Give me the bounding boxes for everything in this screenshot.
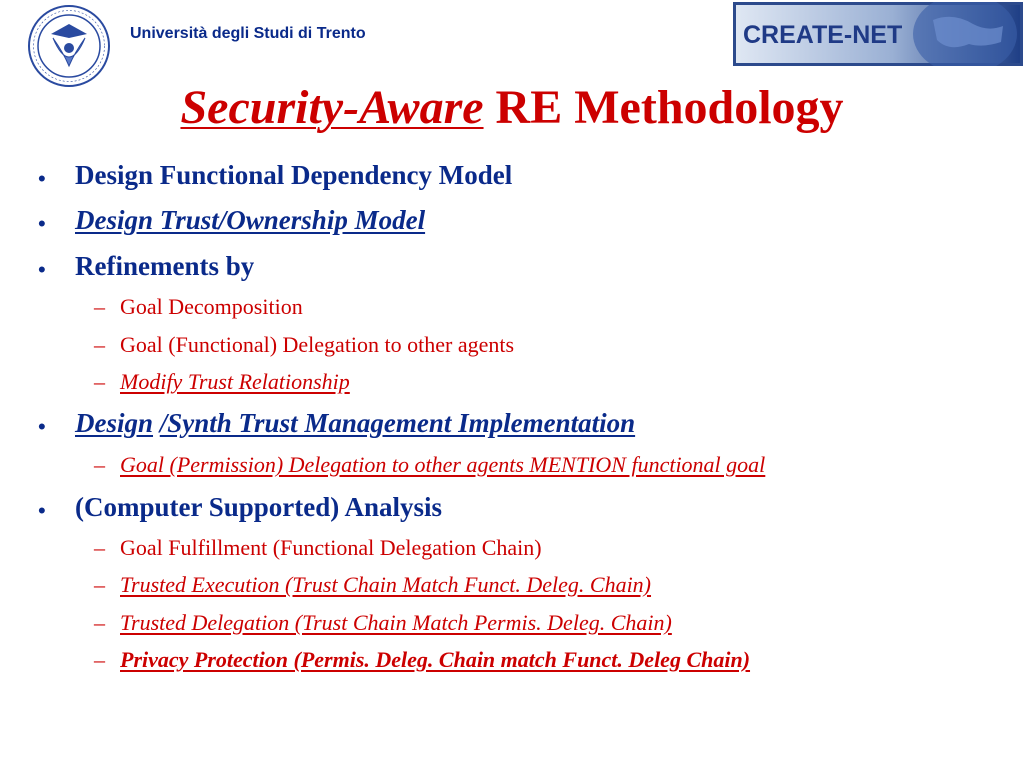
bullet-marker: • — [38, 414, 46, 439]
dash-marker: – — [94, 572, 105, 597]
bullet-text[interactable]: Design Trust/Ownership Model — [75, 205, 426, 235]
dash-marker: – — [94, 452, 105, 477]
sub-bullet-text: Goal (Functional) Delegation to other agents — [120, 332, 515, 357]
dash-marker: – — [94, 369, 105, 394]
title-rest: RE Methodology — [483, 81, 844, 134]
university-name: Università degli Studi di Trento — [130, 25, 366, 42]
bullet-text: Design Functional Dependency Model — [75, 160, 513, 190]
bullet-marker: • — [38, 211, 46, 236]
dash-marker: – — [94, 294, 105, 319]
sub-bullet-text[interactable]: Trusted Execution (Trust Chain Match Funct. Deleg. Chain) — [120, 572, 652, 597]
synth-trust-link[interactable]: /Synth Trust Management Implementation — [159, 408, 636, 438]
sub-bullet-text[interactable]: Goal (Permission) Delegation to other agents MENTION functional goal — [120, 452, 766, 477]
sub-bullet-text: Goal Fulfillment (Functional Delegation Chain) — [120, 535, 542, 560]
bullet-text: Refinements by — [75, 251, 255, 281]
bullet-marker: • — [38, 257, 46, 282]
sub-bullet-text[interactable]: Trusted Delegation (Trust Chain Match Permis. Deleg. Chain) — [120, 610, 672, 635]
dash-marker: – — [94, 610, 105, 635]
bullet-marker: • — [38, 166, 46, 191]
brand-logo-text: CREATE-NET — [743, 21, 903, 49]
design-link[interactable]: Design — [75, 408, 154, 438]
bullet-text-group — [75, 408, 635, 439]
sub-bullet-text: Goal Decomposition — [120, 294, 303, 319]
dash-marker: – — [94, 535, 105, 560]
title-emphasis: Security-Aware — [180, 81, 484, 134]
sub-bullet-text[interactable]: Privacy Protection (Permis. Deleg. Chain match Funct. Deleg Chain) — [120, 647, 751, 672]
bullet-text: (Computer Supported) Analysis — [75, 492, 443, 522]
dash-marker: – — [94, 332, 105, 357]
sub-bullet-text[interactable]: Modify Trust Relationship — [120, 369, 350, 394]
bullet-marker: • — [38, 498, 46, 523]
dash-marker: – — [94, 647, 105, 672]
